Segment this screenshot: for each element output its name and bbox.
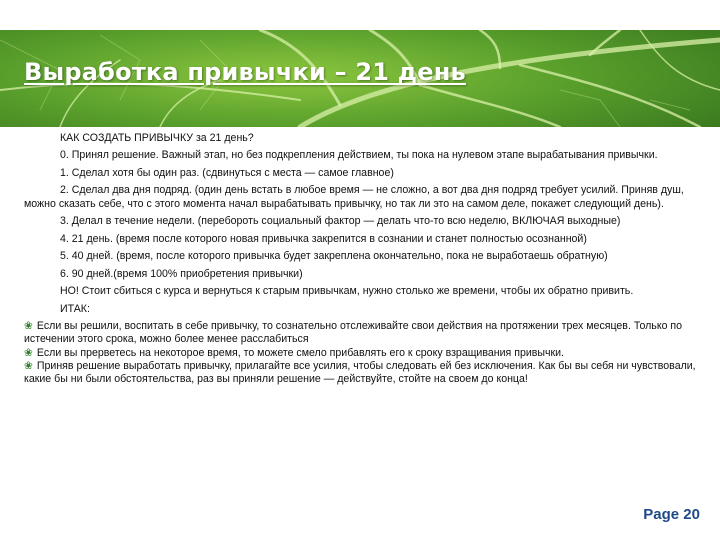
bullet-item [24,360,700,387]
summary-heading: ИТАК: [60,302,90,315]
step-4-paragraph: 4. 21 день. (время после которого новая привычка закрепится в сознании и станет полностью осознанной) [60,232,587,245]
step-0-paragraph: 0. Принял решение. Важный этап, но без подкрепления действием, ты пока на нулевом этапе вырабатывания привычки. [60,149,658,162]
step-5-paragraph: 5. 40 дней. (время, после которого привычка будет закреплена окончательно, пока не выработаешь обратную) [60,250,608,263]
flower-bullet-icon: ❀ [24,360,33,373]
section-heading: КАК СОЗДАТЬ ПРИВЫЧКУ за 21 день? [60,132,254,144]
banner-white-strip [0,0,720,30]
flower-bullet-icon: ❀ [24,320,33,333]
flower-bullet-icon: ❀ [24,346,33,359]
step-2-paragraph: 2. Сделал два дня подряд. (один день встать в любое время — не сложно, а вот два дня подряд требует усилий. Приняв душ, можно сказать себе, что с этого момента начал вырабатывать привычку, но так ли это на самом деле, покажет следующий день). [24,184,684,210]
bullet-text: Если вы решили, воспитать в себе привычку, то сознательно отслеживайте свои действия на протяжении трех месяцев. Только по истечении этого срока, можно более менее расслабиться [24,320,683,346]
step-1-paragraph: 1. Сделал хотя бы один раз. (сдвинуться с места — самое главное) [60,166,394,179]
bullet-item [24,320,700,347]
slide-title: Выработка привычки – 21 день [24,58,466,86]
bullet-text: Если вы прерветесь на некоторое время, то можете смело прибавлять его к сроку взращивания привычки. [36,346,565,359]
step-3-paragraph: 3. Делал в течение недели. (перебороть социальный фактор — делать что-то всю неделю, ВКЛЮЧАЯ выходные) [60,215,621,228]
slide-body [24,132,700,387]
page-number: Page 20 [643,506,700,523]
bullet-text: Приняв решение выработать привычку, прилагайте все усилия, чтобы следовать ей без исключения. Как бы вы себя ни чувствовали, какие бы ни были обстоятельства, раз вы приняли решение — действуйте, стойте на своем до конца! [24,360,696,386]
warning-paragraph: НО! Стоит сбиться с курса и вернуться к старым привычкам, нужно столько же времени, чтобы их обратно привить. [60,285,634,298]
leaf-banner [0,0,720,127]
step-6-paragraph: 6. 90 дней.(время 100% приобретения привычки) [60,267,303,280]
bullet-item [24,347,700,360]
